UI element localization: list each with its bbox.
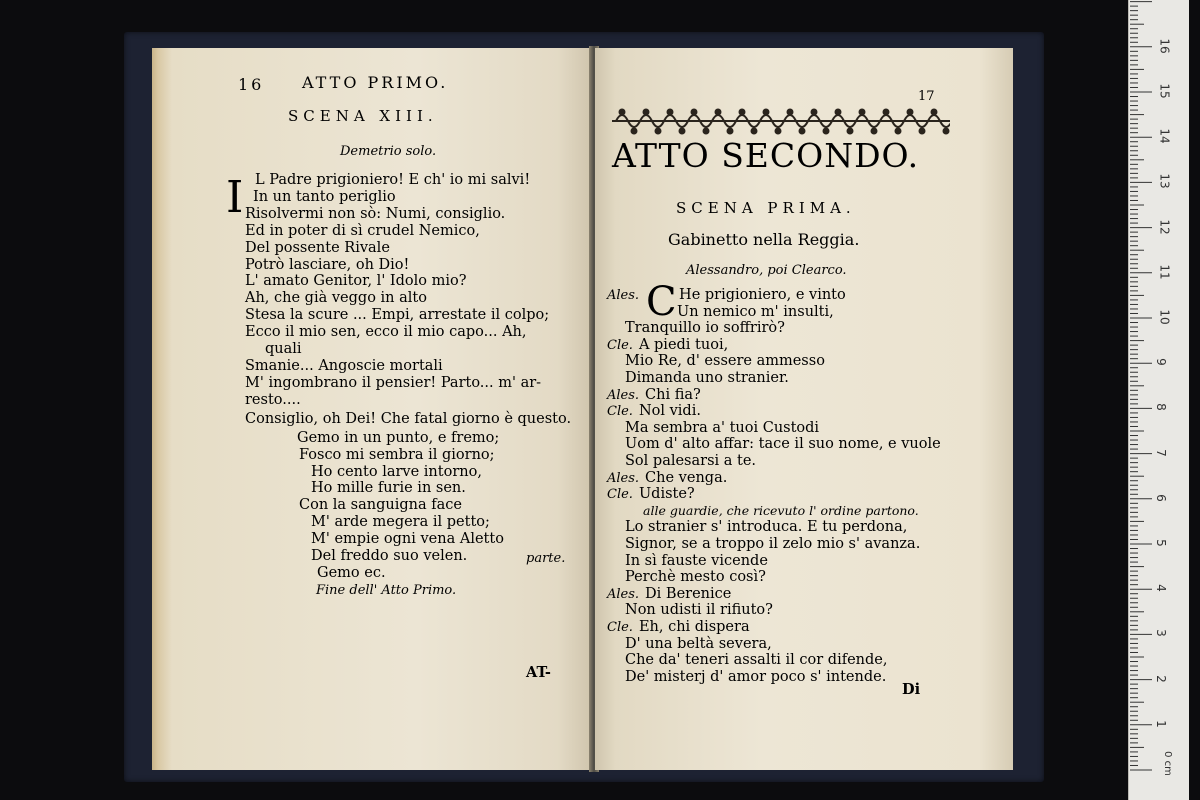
dialogue-line <box>625 652 888 668</box>
left-verse-line: M' ingombrano il pensier! Parto... m' ar- <box>245 374 542 391</box>
dialogue-text: Signor, se a troppo il zelo mio s' avanza. <box>625 536 921 552</box>
right-drop-cap: C <box>646 279 677 325</box>
dialogue-text: Dimanda uno stranier. <box>625 370 789 386</box>
left-end-note: Fine dell' Atto Primo. <box>316 583 457 598</box>
left-verse-line: Ho cento larve intorno, <box>311 463 482 480</box>
dialogue-text: Che venga. <box>645 469 728 486</box>
dialogue-text: Che da' teneri assalti il cor difende, <box>625 652 888 669</box>
dialogue-line <box>625 519 907 535</box>
left-running-head: ATTO PRIMO. <box>302 73 449 92</box>
left-verse-line: Con la sanguigna face <box>299 497 462 514</box>
left-verse-line: Smanie... Angoscie mortali <box>245 357 443 374</box>
ruler-number: 3 <box>1153 629 1168 638</box>
ruler-number: 15 <box>1157 83 1172 99</box>
speaker-label: Cle. <box>607 337 633 353</box>
ruler-number: 4 <box>1153 584 1168 593</box>
ruler-number: 1 <box>1153 719 1168 728</box>
right-catchword: Di <box>902 681 921 698</box>
dialogue-text: Eh, chi dispera <box>638 619 750 635</box>
dialogue-line <box>625 536 920 552</box>
ruler-number: 9 <box>1153 358 1168 367</box>
dialogue-text: alle guardie, che ricevuto l' ordine partono. <box>643 502 919 518</box>
left-scene-heading: SCENA XIII. <box>288 107 438 125</box>
left-verse-line: L Padre prigioniero! E ch' io mi salvi! <box>255 172 531 188</box>
dialogue-line <box>625 636 772 652</box>
dialogue-line <box>607 337 728 354</box>
dialogue-line <box>607 486 695 503</box>
dialogue-line <box>607 287 846 304</box>
left-speaker: Demetrio solo. <box>340 144 437 159</box>
right-page-number: 17 <box>918 89 935 104</box>
left-page-number: 16 <box>238 75 265 94</box>
dialogue-text: Nol vidi. <box>638 403 701 420</box>
dialogue-line <box>625 602 773 618</box>
left-verse-line: quali <box>265 341 302 357</box>
ruler-number: 8 <box>1153 403 1168 412</box>
dialogue-text: Un nemico m' insulti, <box>677 303 834 320</box>
dialogue-line <box>607 586 731 603</box>
left-verse-line: Fosco mi sembra il giorno; <box>299 446 495 463</box>
left-verse-line: M' empie ogni vena Aletto <box>311 531 504 548</box>
dialogue-text: Di Berenice <box>645 585 732 602</box>
dialogue-text: A piedi tuoi, <box>638 336 729 353</box>
dialogue-line <box>625 353 825 369</box>
dialogue-text: Non udisti il rifiuto? <box>625 602 773 619</box>
dialogue-text: In sì fauste vicende <box>625 552 768 569</box>
left-verse-line: resto.... <box>245 391 301 408</box>
dialogue-text: D' una beltà severa, <box>625 635 772 652</box>
left-verse-line: Potrò lasciare, oh Dio! <box>245 256 410 273</box>
left-drop-cap: I <box>226 172 244 223</box>
left-verse-line: Del possente Rivale <box>245 239 390 256</box>
left-catchword: AT- <box>526 664 551 681</box>
dialogue-text: De' misterj d' amor poco s' intende. <box>625 668 887 685</box>
ruler-number: 7 <box>1153 448 1168 457</box>
dialogue-line <box>625 436 941 452</box>
left-verse-line: Ecco il mio sen, ecco il mio capo... Ah, <box>245 324 527 341</box>
dialogue-text: Mio Re, d' essere ammesso <box>625 353 825 370</box>
left-verse-line: Stesa la scure ... Empi, arrestate il colpo; <box>245 307 550 324</box>
ruler-number: 11 <box>1157 264 1172 280</box>
ruler-number: 5 <box>1153 539 1168 547</box>
speaker-label: Ales. <box>607 586 640 602</box>
speaker-label: Ales. <box>607 288 640 303</box>
dialogue-line <box>607 403 701 420</box>
ruler-number: 16 <box>1157 38 1172 54</box>
dialogue-text: Lo stranier s' introduca. E tu perdona, <box>625 519 908 536</box>
scene-characters: Alessandro, poi Clearco. <box>686 263 847 278</box>
left-verse-line: Gemo in un punto, e fremo; <box>297 429 500 446</box>
ruler-number: 6 <box>1153 493 1168 502</box>
dialogue-line <box>677 304 834 320</box>
speaker-label: Cle. <box>607 620 633 635</box>
dialogue-line <box>625 669 886 685</box>
dialogue-text: Tranquillo io soffrirò? <box>625 320 785 337</box>
speaker-label: Cle. <box>607 404 633 420</box>
measurement-ruler <box>1128 0 1189 800</box>
left-verse-line: Consiglio, oh Dei! Che fatal giorno è questo. <box>245 410 572 427</box>
left-verse-line: Gemo ec. <box>317 564 386 581</box>
left-verse-line: Del freddo suo velen. <box>311 548 468 564</box>
dialogue-line <box>625 453 756 469</box>
scene-setting: Gabinetto nella Reggia. <box>668 230 860 249</box>
speaker-label: Cle. <box>607 487 633 503</box>
left-verse-line: Ah, che già veggo in alto <box>245 290 427 307</box>
dialogue-line <box>625 370 789 386</box>
left-stage-direction: parte. <box>526 551 566 566</box>
dialogue-text: Chi fia? <box>645 386 701 403</box>
dialogue-line <box>607 387 701 404</box>
ruler-number: 12 <box>1157 218 1172 235</box>
dialogue-line <box>643 503 919 519</box>
act-title: ATTO SECONDO. <box>612 136 920 175</box>
dialogue-text: Udiste? <box>638 486 695 503</box>
ruler-number: 2 <box>1153 674 1168 683</box>
ruler-number: 14 <box>1157 128 1172 144</box>
dialogue-text: He prigioniero, e vinto <box>679 287 846 303</box>
left-verse-line: Risolvermi non sò: Numi, consiglio. <box>245 205 506 222</box>
dialogue-text: Uom d' alto affar: tace il suo nome, e vuole <box>625 436 941 453</box>
dialogue-line <box>625 553 768 569</box>
left-verse-line: Ed in poter di sì crudel Nemico, <box>245 222 480 239</box>
dialogue-line <box>607 619 750 636</box>
dialogue-line <box>625 569 766 585</box>
left-verse-line: L' amato Genitor, l' Idolo mio? <box>245 273 467 290</box>
dialogue-line <box>625 420 819 436</box>
left-verse-line: Ho mille furie in sen. <box>311 480 466 497</box>
ruler-unit-label: 0 cm <box>1161 751 1173 776</box>
ruler-number: 10 <box>1157 309 1172 325</box>
dialogue-text: Sol palesarsi a te. <box>625 453 757 469</box>
left-verse-line: M' arde megera il petto; <box>311 514 490 531</box>
decorative-ornament-band <box>612 106 950 138</box>
speaker-label: Ales. <box>607 470 640 486</box>
speaker-label: Ales. <box>607 387 640 403</box>
left-verse-line: In un tanto periglio <box>253 188 396 205</box>
dialogue-line <box>607 470 727 487</box>
ruler-number: 13 <box>1157 173 1172 190</box>
dialogue-line <box>625 320 785 336</box>
right-scene-heading: SCENA PRIMA. <box>676 199 856 217</box>
dialogue-text: Ma sembra a' tuoi Custodi <box>625 419 820 436</box>
dialogue-text: Perchè mesto così? <box>625 569 766 586</box>
